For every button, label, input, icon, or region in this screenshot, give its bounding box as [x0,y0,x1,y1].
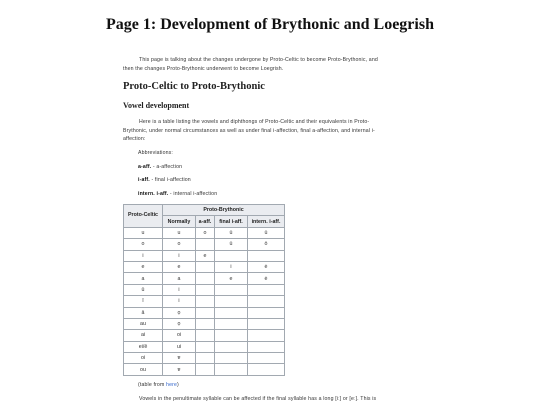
table-row [124,318,285,329]
table-cell: ā [124,307,163,318]
table-cell: ei/ē [124,341,163,352]
vowel-table-body [124,227,285,375]
table-cell [196,261,215,272]
table-row [124,330,285,341]
table-source-prefix: (table from [138,382,167,388]
table-cell: e [215,273,248,284]
table-cell: i [215,261,248,272]
page-title: Page 1: Development of Brythonic and Loegrish [106,16,434,33]
description-line-1: Here is a table listing the vowels and diphthongs of Proto-Celtic and their equivalents in Proto- [139,119,370,125]
table-row [124,353,285,364]
table-cell: o [196,227,215,238]
table-cell [248,284,285,295]
table-cell: oi [163,330,196,341]
table-cell [196,318,215,329]
table-cell [215,364,248,375]
table-cell [215,353,248,364]
description-line-3: affection: [123,136,146,143]
table-row [124,364,285,375]
table-row [124,227,285,238]
table-cell [196,273,215,284]
table-cell: ī [124,296,163,307]
table-cell [215,330,248,341]
table-cell: i [163,250,196,261]
abbreviation-term: a-aff. [138,164,152,170]
closing-paragraph: Vowels in the penultimate syllable can be affected if the final syllable has a long [iː] or [eː]. This is [139,396,377,402]
table-cell [248,318,285,329]
table-cell [248,296,285,307]
abbreviations-heading: Abbreviations: [138,150,173,156]
table-row [124,250,285,261]
table-source-suffix: ) [177,382,179,388]
table-cell: a [163,273,196,284]
table-cell [215,284,248,295]
table-cell [196,364,215,375]
table-cell [196,296,215,307]
table-cell: ū [124,284,163,295]
table-cell [196,330,215,341]
table-cell: a [124,273,163,284]
table-cell: u [163,227,196,238]
table-cell: e [124,261,163,272]
table-cell: ü [215,239,248,250]
table-cell: ü [215,227,248,238]
table-cell [248,341,285,352]
vowel-table [123,204,285,376]
table-cell: ü [248,227,285,238]
table-cell: oi [124,353,163,364]
table-source [138,382,179,388]
header-normally: Normally [163,216,196,227]
table-row [124,273,285,284]
table-cell: ui [163,341,196,352]
table-cell: ɐ [163,353,196,364]
abbreviation-item [138,164,182,170]
table-cell: i [163,296,196,307]
table-cell [215,341,248,352]
table-cell: o [124,239,163,250]
header-proto-brythonic: Proto-Brythonic [163,205,285,216]
table-cell [248,353,285,364]
table-row [124,341,285,352]
intro-paragraph [123,56,423,73]
section-heading: Proto-Celtic to Proto-Brythonic [123,81,265,92]
table-row [124,296,285,307]
table-cell [196,353,215,364]
table-cell: i [124,250,163,261]
table-cell [248,330,285,341]
table-cell [215,296,248,307]
intro-line-2: then the changes Proto-Brythonic underwent to become Loegrish. [123,65,284,72]
table-cell: o [163,239,196,250]
table-cell: ọ [163,318,196,329]
abbreviation-meaning: - final i-affection [149,177,191,183]
header-a-aff: a-aff. [196,216,215,227]
table-cell: e [163,261,196,272]
header-intern-i-aff: intern. i-aff. [248,216,285,227]
table-row [124,239,285,250]
abbreviation-term: intern. i-aff. [138,191,169,197]
table-cell: i [163,284,196,295]
table-cell [196,284,215,295]
description-paragraph [123,118,423,144]
header-final-i-aff: final i-aff. [215,216,248,227]
table-cell: ọ [163,307,196,318]
table-cell: au [124,318,163,329]
table-row [124,284,285,295]
table-cell: ɐ [163,364,196,375]
abbreviation-meaning: - internal i-affection [168,191,218,197]
abbreviation-item [138,191,217,197]
abbreviation-term: i-aff. [138,177,150,183]
abbreviation-meaning: - a-affection [151,164,183,170]
table-cell: u [124,227,163,238]
table-cell [248,364,285,375]
table-cell: ö [248,239,285,250]
table-cell [215,318,248,329]
table-cell [215,307,248,318]
table-cell [196,341,215,352]
description-line-2: Brythonic, under normal circumstances as well as under final i-affection, final a-affection, and internal i- [123,127,375,134]
intro-line-1: This page is talking about the changes undergone by Proto-Celtic to become Proto-Brythonic, and [139,57,378,63]
table-row [124,261,285,272]
header-proto-celtic: Proto-Celtic [124,205,163,228]
table-cell [248,307,285,318]
table-cell [196,307,215,318]
table-cell: e [196,250,215,261]
table-cell: ai [124,330,163,341]
table-cell: ė [248,273,285,284]
table-cell: ou [124,364,163,375]
abbreviation-item [138,177,191,183]
table-row [124,307,285,318]
table-cell [196,239,215,250]
table-cell [248,250,285,261]
table-source-link[interactable]: here [166,382,178,388]
table-cell [215,250,248,261]
table-cell: ė [248,261,285,272]
subsection-heading: Vowel development [123,101,190,110]
